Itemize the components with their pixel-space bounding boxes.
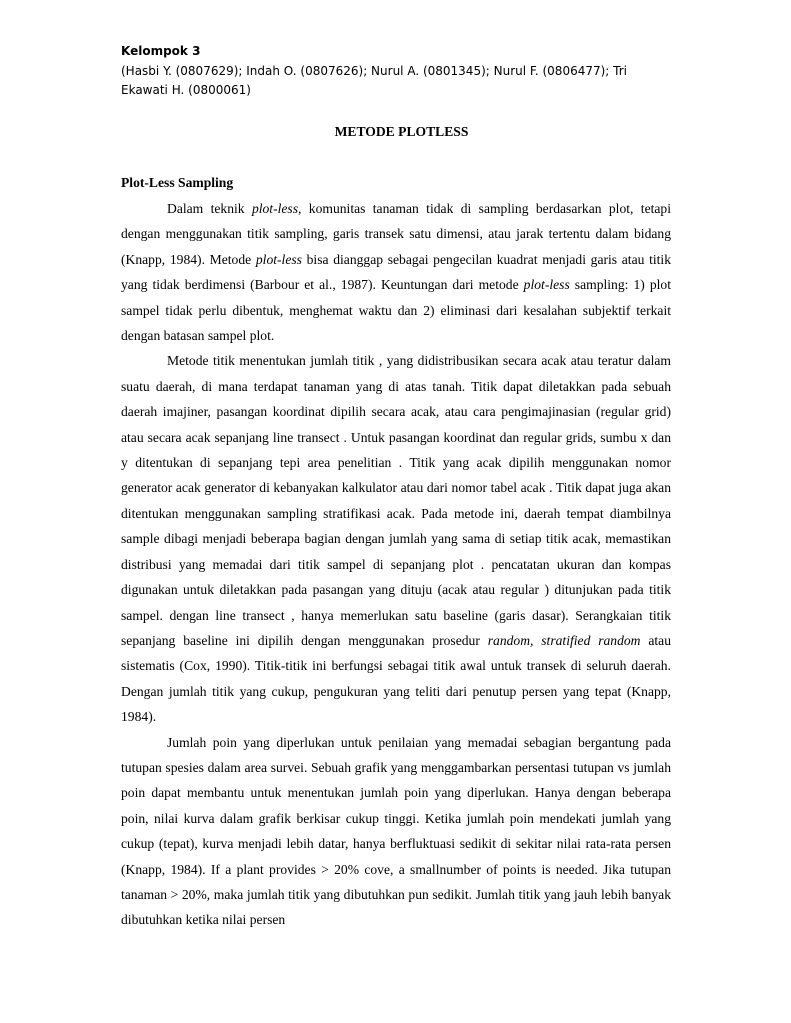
paragraph-text: Jumlah poin yang diperlukan untuk penilaian yang memadai sebagian bergantung pada tutupan spesies dalam area survei. Sebuah grafik yang menggambarkan persentasi tutupan vs jumlah poin dapat membantu untuk menentukan jumlah poin yang diperlukan. Hanya dengan beberapa poin, nilai kurva dalam grafik berkisar cukup tinggi. Ketika jumlah poin mendekati jumlah yang cukup (tepat), kurva menjadi lebih datar, hanya berfluktuasi sedikit di sekitar nilai rata-rata persen (Knapp, 1984). If a plant provides > 20% cove, a smallnumber of points is needed. Jika tutupan tanaman > 20%, maka jumlah titik yang dibutuhkan pun sedikit. Jumlah titik yang jauh lebih banyak dibutuhkan ketika nilai persen [121, 734, 671, 928]
document-body [121, 196, 671, 933]
paragraph-text: sampling: 1) plot sampel tidak perlu dibentuk, menghemat waktu dan 2) eliminasi dari kesalahan subjektif terkait dengan batasan sampel plot. [121, 277, 671, 344]
member-list: (Hasbi Y. (0807629); Indah O. (0807626); Nurul A. (0801345); Nurul F. (0806477); Tri Ekawati H. (0800061) [121, 63, 627, 97]
paragraph-text: bisa dianggap sebagai pengecilan kuadrat menjadi garis atau titik yang tidak berdimensi (Barbour et al., 1987). Keuntungan dari metode [121, 251, 672, 293]
document-header [121, 42, 676, 101]
paragraph-3 [121, 730, 671, 933]
emphasis-term: plot-less [255, 251, 302, 267]
emphasis-term: plot-less [251, 201, 299, 216]
emphasis-term: random, stratified random [487, 632, 641, 648]
section-heading: Plot-Less Sampling [121, 175, 234, 190]
paragraph-text: Metode titik menentukan jumlah titik , yang didistribusikan secara acak atau teratur dalam suatu daerah, di mana terdapat tanaman yang di atas tanah. Titik dapat diletakkan pada sebuah daerah imajiner, pasangan koordinat dipilih secara acak, atau cara pengimajinasian (regular grid) atau secara acak sepanjang line transect . Untuk pasangan koordinat dan regular grids, sumbu x dan y ditentukan di sepanjang tepi area penelitian . Titik yang acak dipilih menggunakan nomor generator acak generator di kebanyakan kalkulator atau dari nomor tabel acak . Titik dapat juga akan ditentukan menggunakan sampling stratifikasi acak. Pada metode ini, daerah tempat diambilnya sample dibagi menjadi beberapa bagian dengan jumlah yang sama di setiap titik acak, memastikan distribusi yang memadai dari titik sampel di sepanjang plot . pencatatan ukuran dan kompas digunakan untuk diletakkan pada pasangan yang dituju (acak atau regular ) ditunjukan pada titik sampel. dengan line transect , hanya memerlukan satu baseline (garis dasar). Serangkaian titik sepanjang baseline ini dipilih dengan menggunakan prosedur [121, 353, 671, 648]
document-title: METODE PLOTLESS [334, 124, 469, 139]
paragraph-text: Dalam teknik [167, 201, 252, 216]
paragraph-2 [121, 348, 671, 729]
paragraph-1 [121, 196, 671, 348]
group-label: Kelompok 3 [121, 44, 201, 58]
paragraph-text: atau sistematis (Cox, 1990). Titik-titik ini berfungsi sebagai titik awal untuk transek di seluruh daerah. Dengan jumlah titik yang cukup, pengukuran yang teliti dari penutup persen yang tepat (Knapp, 1984). [121, 632, 672, 725]
emphasis-term: plot-less [523, 277, 570, 293]
paragraph-text: , komunitas tanaman tidak di sampling berdasarkan plot, tetapi dengan menggunakan titik sampling, garis transek satu dimensi, atau jarak tertentu dalam bidang (Knapp, 1984). Metode [121, 201, 671, 267]
